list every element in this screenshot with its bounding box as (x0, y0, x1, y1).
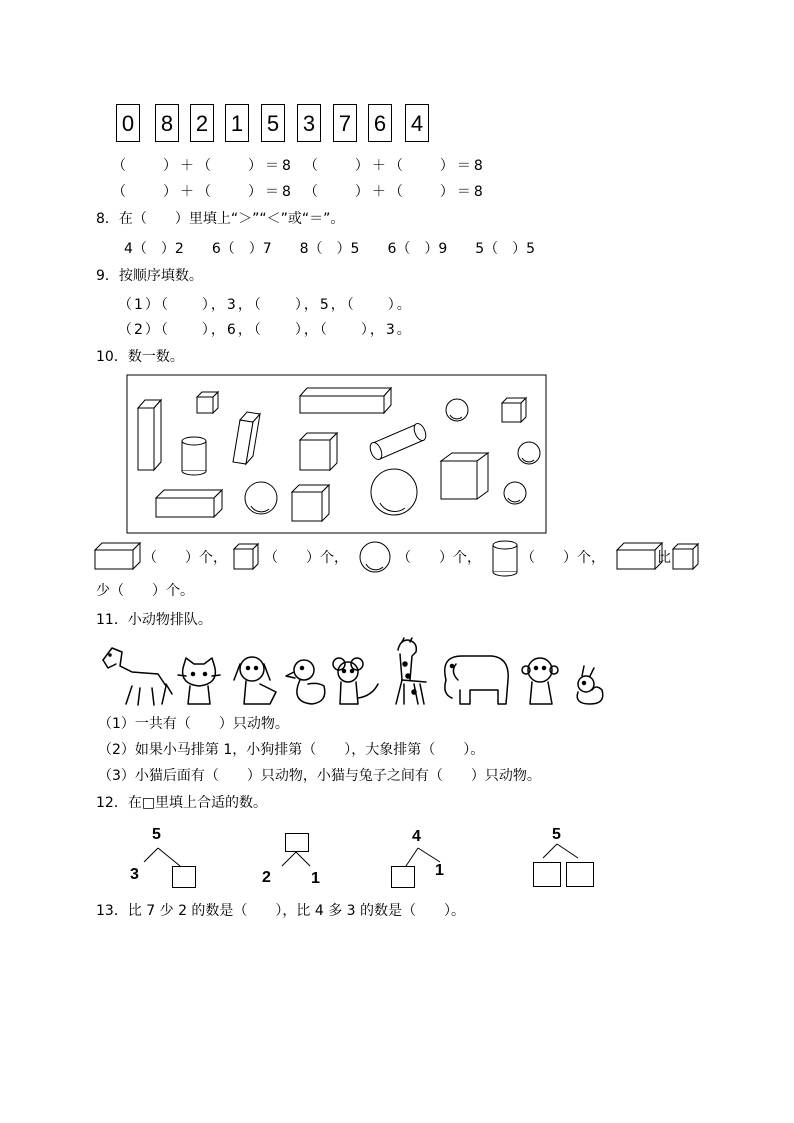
compare-word: 比 (657, 550, 671, 566)
q9-title: 9．按顺序填数。 (96, 268, 203, 284)
q8-title: 8．在（ ）里填上“＞”“＜”或“＝”。 (96, 211, 345, 227)
number-card: 7 (333, 104, 357, 142)
q12-title: 12．在□里填上合适的数。 (96, 795, 268, 811)
tree3-left-box[interactable] (391, 866, 415, 888)
tree2-top-box[interactable] (285, 833, 309, 852)
count-cylinder: （ ）个， (521, 550, 605, 566)
number-card: 6 (368, 104, 392, 142)
tree3-right: 1 (435, 862, 444, 879)
number-card: 0 (116, 104, 140, 142)
number-card: 3 (297, 104, 321, 142)
tree4-top: 5 (552, 826, 561, 843)
tree1-top: 5 (152, 826, 161, 843)
q13-text: 13．比 7 少 2 的数是（ ），比 4 多 3 的数是（ ）。 (96, 903, 466, 919)
count-cube: （ ）个， (264, 550, 348, 566)
tree4-right-box[interactable] (566, 862, 594, 887)
count-sphere: （ ）个， (397, 550, 481, 566)
q11-sub1: （1）一共有（ ）只动物。 (98, 716, 289, 732)
q8-items: 4（ ）2 6（ ）7 8（ ）5 6（ ）9 5（ ）5 (124, 241, 536, 257)
q11-sub2: （2）如果小马排第 1，小狗排第（ ），大象排第（ ）。 (98, 742, 485, 758)
number-card: 5 (261, 104, 285, 142)
q9-row1: （1）（ ），3，（ ），5，（ ）。 (118, 297, 413, 313)
count-cuboid: （ ）个， (143, 550, 227, 566)
compare-fill: 少（ ）个。 (96, 583, 194, 599)
q10-title: 10．数一数。 (96, 349, 184, 365)
tree2-right: 1 (311, 870, 320, 887)
number-card: 4 (405, 104, 429, 142)
q11-sub3: （3）小猫后面有（ ）只动物，小猫与兔子之间有（ ）只动物。 (98, 768, 541, 784)
tree1-right-box[interactable] (172, 866, 196, 888)
number-card: 8 (155, 104, 179, 142)
q11-title: 11．小动物排队。 (96, 612, 212, 628)
tree2-left: 2 (262, 869, 271, 886)
sum-row: （ ）＋（ ）＝8 （ ）＋（ ）＝8 (112, 158, 486, 174)
tree4-left-box[interactable] (533, 862, 561, 887)
number-card: 2 (190, 104, 214, 142)
sum-row: （ ）＋（ ）＝8 （ ）＋（ ）＝8 (112, 184, 486, 200)
q9-row2: （2）（ ），6，（ ），（ ），3。 (118, 322, 413, 338)
tree3-top: 4 (412, 828, 421, 845)
number-card: 1 (225, 104, 249, 142)
tree1-left: 3 (130, 866, 139, 883)
